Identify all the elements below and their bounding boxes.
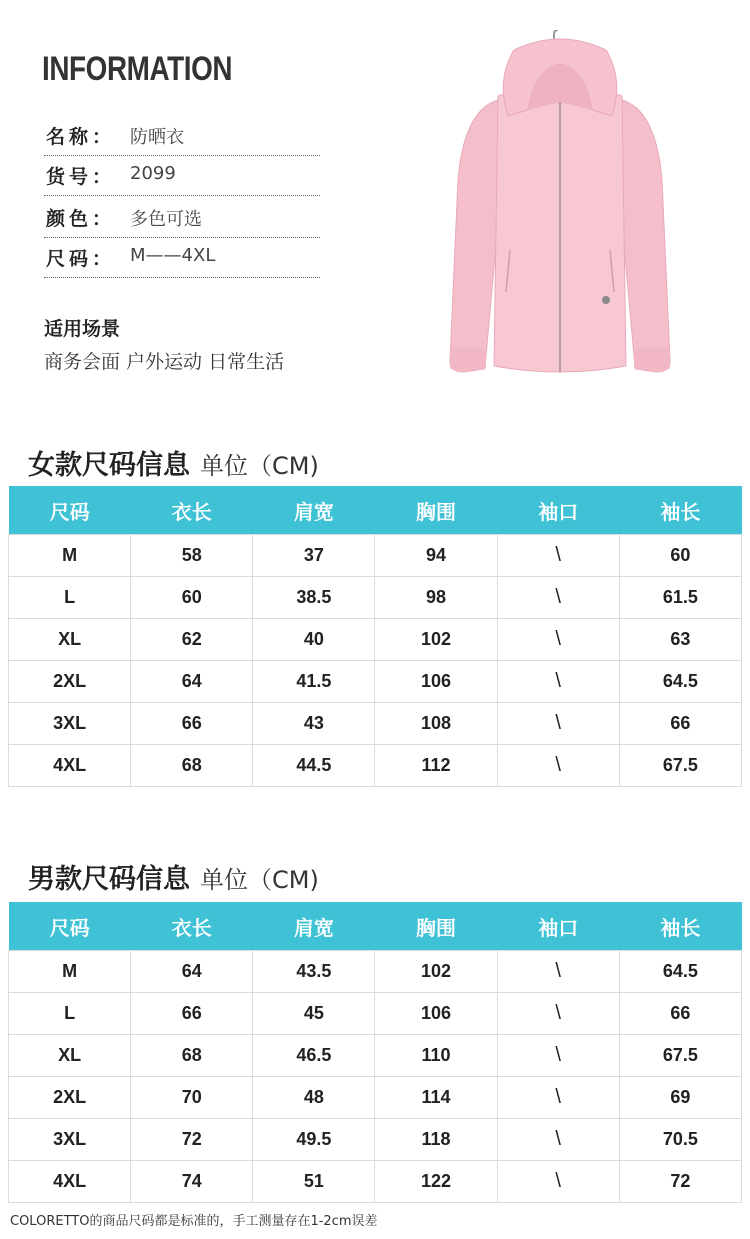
- table-cell: 102: [375, 619, 497, 661]
- info-row-item-no: [44, 156, 320, 196]
- header-shoulder: 肩宽: [253, 486, 375, 535]
- table-cell: 58: [131, 535, 253, 577]
- table-cell: 112: [375, 745, 497, 787]
- table-row: [9, 703, 742, 745]
- header-sleeve: 袖长: [619, 902, 741, 951]
- table-cell: 118: [375, 1119, 497, 1161]
- table-cell: 94: [375, 535, 497, 577]
- table-cell: 3XL: [9, 1119, 131, 1161]
- header-chest: 胸围: [375, 902, 497, 951]
- table-row: [9, 745, 742, 787]
- women-unit-text: 单位（CM): [200, 452, 319, 480]
- table-header-row: [9, 902, 742, 951]
- table-row: [9, 619, 742, 661]
- table-cell: \: [497, 1035, 619, 1077]
- table-cell: 40: [253, 619, 375, 661]
- table-cell: 102: [375, 951, 497, 993]
- table-cell: 64: [131, 951, 253, 993]
- header-sleeve: 袖长: [619, 486, 741, 535]
- info-label: 名称：: [46, 126, 116, 148]
- table-cell: 66: [619, 993, 741, 1035]
- table-cell: \: [497, 1119, 619, 1161]
- table-cell: \: [497, 535, 619, 577]
- table-cell: 62: [131, 619, 253, 661]
- info-label: 尺码：: [46, 248, 116, 270]
- table-cell: 41.5: [253, 661, 375, 703]
- women-size-table: [8, 486, 742, 787]
- header-length: 衣长: [131, 486, 253, 535]
- table-cell: 2XL: [9, 661, 131, 703]
- table-cell: 67.5: [619, 745, 741, 787]
- info-value: 防晒衣: [130, 127, 184, 148]
- table-row: [9, 993, 742, 1035]
- table-cell: 3XL: [9, 703, 131, 745]
- table-cell: \: [497, 577, 619, 619]
- men-unit-text: 单位（CM): [200, 866, 319, 894]
- table-cell: 66: [619, 703, 741, 745]
- table-cell: 70: [131, 1077, 253, 1119]
- table-cell: \: [497, 951, 619, 993]
- header-shoulder: 肩宽: [253, 902, 375, 951]
- table-row: [9, 1161, 742, 1203]
- table-cell: XL: [9, 619, 131, 661]
- table-cell: 66: [131, 703, 253, 745]
- header-cuff: 袖口: [497, 902, 619, 951]
- table-cell: 4XL: [9, 1161, 131, 1203]
- men-table-title: [28, 857, 319, 896]
- table-cell: 69: [619, 1077, 741, 1119]
- table-cell: 38.5: [253, 577, 375, 619]
- table-cell: 63: [619, 619, 741, 661]
- table-cell: 68: [131, 745, 253, 787]
- table-cell: 60: [619, 535, 741, 577]
- table-row: [9, 661, 742, 703]
- table-cell: 72: [619, 1161, 741, 1203]
- header-cuff: 袖口: [497, 486, 619, 535]
- table-header-row: [9, 486, 742, 535]
- table-cell: 64.5: [619, 951, 741, 993]
- table-cell: 70.5: [619, 1119, 741, 1161]
- table-cell: L: [9, 993, 131, 1035]
- info-label: 货号：: [46, 166, 116, 188]
- table-cell: \: [497, 619, 619, 661]
- table-cell: 44.5: [253, 745, 375, 787]
- scene-title: 适用场景: [44, 318, 121, 340]
- table-row: [9, 577, 742, 619]
- info-label: 颜色：: [46, 208, 116, 230]
- info-row-color: [44, 198, 320, 238]
- table-cell: 106: [375, 661, 497, 703]
- footer-note: COLORETTO的商品尺码都是标准的，手工测量存在1-2cm误差: [10, 1214, 378, 1229]
- table-cell: \: [497, 1161, 619, 1203]
- table-cell: 72: [131, 1119, 253, 1161]
- information-title: INFORMATION: [42, 50, 233, 88]
- table-cell: \: [497, 745, 619, 787]
- table-row: [9, 951, 742, 993]
- info-row-size: [44, 238, 320, 278]
- table-cell: 37: [253, 535, 375, 577]
- table-cell: \: [497, 1077, 619, 1119]
- table-cell: M: [9, 535, 131, 577]
- men-title-text: 男款尺码信息: [28, 864, 190, 895]
- table-cell: 43.5: [253, 951, 375, 993]
- men-size-table: [8, 902, 742, 1203]
- table-cell: 106: [375, 993, 497, 1035]
- table-cell: 64: [131, 661, 253, 703]
- women-table-title: [28, 443, 319, 482]
- info-row-name: [44, 116, 320, 156]
- table-cell: 51: [253, 1161, 375, 1203]
- jacket-image: [436, 30, 684, 380]
- table-row: [9, 1119, 742, 1161]
- table-cell: 45: [253, 993, 375, 1035]
- table-cell: L: [9, 577, 131, 619]
- table-cell: 49.5: [253, 1119, 375, 1161]
- table-cell: 108: [375, 703, 497, 745]
- table-cell: 68: [131, 1035, 253, 1077]
- table-cell: 48: [253, 1077, 375, 1119]
- table-cell: 110: [375, 1035, 497, 1077]
- info-value: M——4XL: [130, 245, 216, 266]
- table-cell: 4XL: [9, 745, 131, 787]
- table-cell: 98: [375, 577, 497, 619]
- table-cell: 61.5: [619, 577, 741, 619]
- table-cell: 114: [375, 1077, 497, 1119]
- table-cell: 67.5: [619, 1035, 741, 1077]
- scene-text: 商务会面 户外运动 日常生活: [44, 351, 285, 373]
- table-row: [9, 1077, 742, 1119]
- info-value: 2099: [130, 163, 176, 184]
- table-cell: 122: [375, 1161, 497, 1203]
- table-cell: 2XL: [9, 1077, 131, 1119]
- header-length: 衣长: [131, 902, 253, 951]
- header-size: 尺码: [9, 902, 131, 951]
- table-cell: XL: [9, 1035, 131, 1077]
- info-value: 多色可选: [130, 209, 202, 230]
- table-cell: \: [497, 661, 619, 703]
- table-row: [9, 1035, 742, 1077]
- table-cell: 43: [253, 703, 375, 745]
- table-cell: \: [497, 993, 619, 1035]
- table-cell: 60: [131, 577, 253, 619]
- women-title-text: 女款尺码信息: [28, 450, 190, 481]
- header-size: 尺码: [9, 486, 131, 535]
- table-cell: \: [497, 703, 619, 745]
- table-cell: 74: [131, 1161, 253, 1203]
- table-cell: 64.5: [619, 661, 741, 703]
- header-chest: 胸围: [375, 486, 497, 535]
- table-cell: 46.5: [253, 1035, 375, 1077]
- table-row: [9, 535, 742, 577]
- table-cell: M: [9, 951, 131, 993]
- table-cell: 66: [131, 993, 253, 1035]
